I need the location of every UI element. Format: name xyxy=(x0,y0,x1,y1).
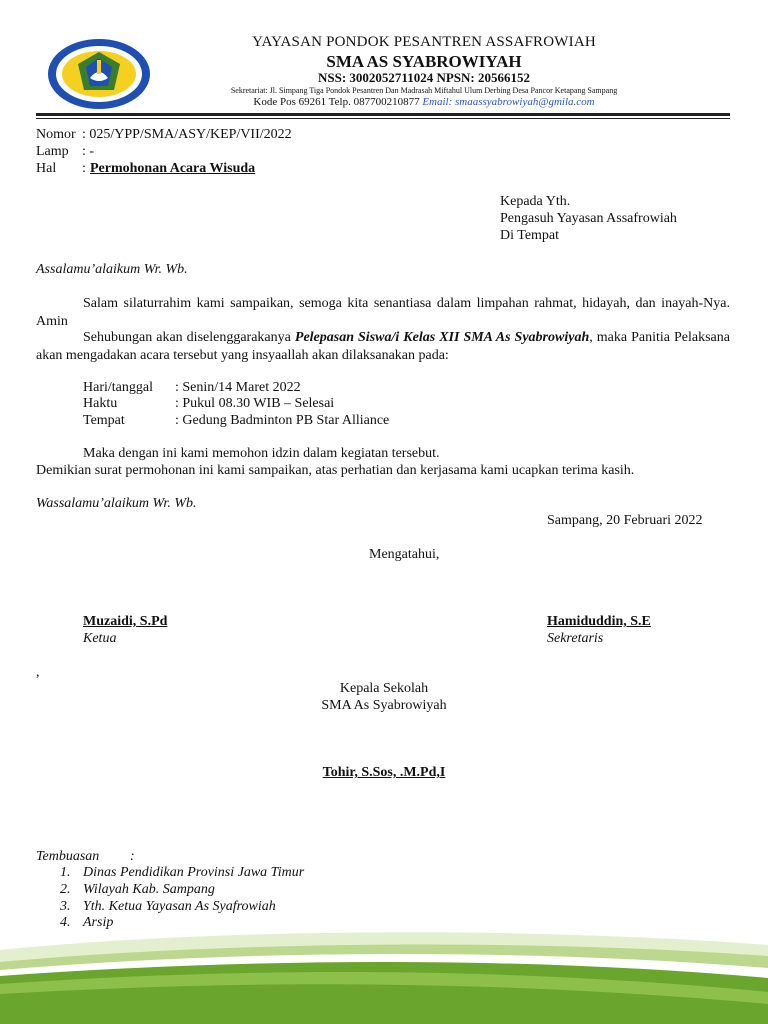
cc-item: Arsip xyxy=(83,915,114,930)
greeting: Assalamu’alaikum Wr. Wb. xyxy=(36,262,188,277)
subject: Permohonan Acara Wisuda xyxy=(90,161,256,176)
left-signatory-role: Ketua xyxy=(83,631,117,646)
header-rule-thick xyxy=(36,113,730,116)
lamp-value: : - xyxy=(82,144,95,159)
paragraph-3: Maka dengan ini kami memohon idzin dalam kegiatan tersebut. xyxy=(83,446,440,461)
postal-phone: Kode Pos 69261 Telp. 087700210877 xyxy=(253,96,420,108)
cc-item: Dinas Pendidikan Provinsi Jawa Timur xyxy=(83,865,305,880)
detail-value-date: : Senin/14 Maret 2022 xyxy=(175,380,301,395)
detail-label-place: Tempat xyxy=(83,413,125,428)
school-contact-line xyxy=(160,96,688,108)
paragraph-2 xyxy=(36,329,730,365)
cc-number: 4. xyxy=(60,915,71,930)
recipient-line1: Kepada Yth. xyxy=(500,194,571,209)
acknowledged: Mengatahui, xyxy=(369,547,440,562)
nomor-value: : 025/YPP/SMA/ASY/KEP/VII/2022 xyxy=(82,127,292,142)
detail-label-date: Hari/tanggal xyxy=(83,380,153,395)
cc-number: 1. xyxy=(60,865,71,880)
place-date: Sampang, 20 Februari 2022 xyxy=(547,513,703,528)
cc-number: 2. xyxy=(60,882,71,897)
footer-wave-decoration xyxy=(0,920,768,1024)
paragraph-4: Demikian surat permohonan ini kami sampaikan, atas perhatian dan kerjasama kami ucapkan terima kasih. xyxy=(36,463,635,478)
right-signatory-role: Sekretaris xyxy=(547,631,604,646)
head-name: Tohir, S.Sos, .M.Pd,I xyxy=(322,765,446,780)
paragraph-2-start: Sehubungan akan diselenggarakanya xyxy=(83,330,295,345)
header-rule-thin xyxy=(36,118,730,119)
lamp-label: Lamp xyxy=(36,144,69,159)
cc-number: 3. xyxy=(60,899,71,914)
detail-label-time: Haktu xyxy=(83,396,118,411)
closing-salutation: Wassalamu’alaikum Wr. Wb. xyxy=(36,496,197,511)
school-address: Sekretariat: Jl. Simpang Tiga Pondok Pesantren Dan Madrasah Miftahul Ulum Derbing Desa Pancor Ketapang Sampang xyxy=(230,86,618,95)
hal-colon: : xyxy=(82,161,86,176)
school-ids: NSS: 30020527110​24 NPSN: 20566152 xyxy=(318,70,530,85)
recipient-line3: Di Tempat xyxy=(500,228,560,243)
hal-label: Hal xyxy=(36,161,57,176)
head-title-2: SMA As Syabrowiyah xyxy=(321,698,447,713)
recipient-line2: Pengasuh Yayasan Assafrowiah xyxy=(500,211,677,226)
right-signatory-name: Hamiduddin, S.E xyxy=(547,614,651,629)
school-logo xyxy=(46,38,152,110)
foundation-name: YAYASAN PONDOK PESANTREN ASSAFROWIAH xyxy=(252,34,596,50)
head-title-1: Kepala Sekolah xyxy=(339,681,429,696)
nomor-label: Nomor xyxy=(36,127,76,142)
detail-value-time: : Pukul 08.30 WIB – Selesai xyxy=(175,396,335,411)
detail-value-place: : Gedung Badminton PB Star Alliance xyxy=(175,413,390,428)
left-signatory-name: Muzaidi, S.Pd xyxy=(83,614,168,629)
cc-colon: : xyxy=(130,849,135,864)
paragraph-1: Salam silaturrahim kami sampaikan, semoga kita senantiasa dalam limpahan rahmat, hidayah, dan inayah-Nya. Amin xyxy=(36,296,730,329)
event-name: Pelepasan Siswa/i Kelas XII SMA As Syabrowiyah xyxy=(294,330,590,345)
cc-label: Tembuasan xyxy=(36,849,100,864)
email-link[interactable]: Email: smaassyabrowiyah@gmila.com xyxy=(422,96,595,108)
cc-item: Wilayah Kab. Sampang xyxy=(83,882,215,897)
cc-item: Yth. Ketua Yayasan As Syafrowiah xyxy=(83,899,276,914)
paragraph-2-end: , maka Panitia Pelaksana akan mengadakan acara tersebut yang insyaallah akan dilaksanakan pada: xyxy=(36,330,730,363)
school-name: SMA AS SYABROWIYAH xyxy=(326,52,522,71)
stray-comma: , xyxy=(36,665,40,680)
